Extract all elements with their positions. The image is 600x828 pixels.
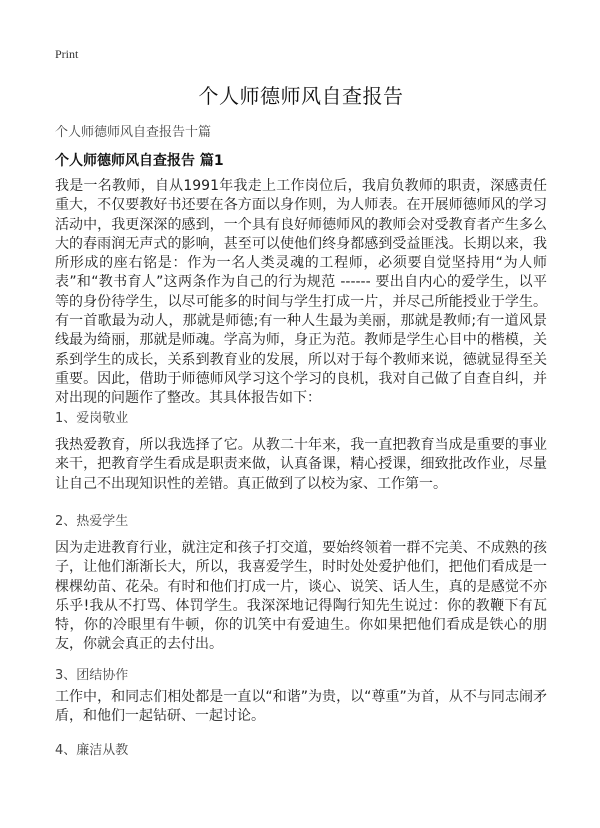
section-heading: 个人师德师风自查报告 篇1	[55, 153, 224, 169]
item-heading-love-students: 2、热爱学生	[55, 514, 129, 529]
paragraph-love-students: 因为走进教育行业，就注定和孩子打交道，要始终领着一群不完美、不成熟的孩子，让他们渐渐长大，所以，我喜爱学生，时时处处爱护他们，把他们看成是一棵棵幼苗、花朵。有时和他们打成一片，谈心、说笑、话人生，真的是感觉不亦乐乎!我从不打骂、体罚学生。我深深地记得陶行知先生说过：你的教鞭下有瓦特，你的冷眼里有牛顿，你的讥笑中有爱迪生。你如果把他们看成是铁心的朋友，你就会真正的去付出。	[55, 540, 547, 653]
item-heading-teamwork: 3、团结协作	[55, 668, 129, 683]
paragraph-intro: 我是一名教师，自从1991年我走上工作岗位后，我肩负教师的职责，深感责任重大，不仅要教好书还要在各方面以身作则，为人师表。在开展师德师风的学习活动中，我更深深的感到，一个具有良好师德师风的教师会对受教育者产生多么大的春雨润无声式的影响，甚至可以使他们终身都感到受益匪浅。长期以来，我所形成的座右铭是：作为一名人类灵魂的工程师，必须要自觉坚持用“为人师表”和“教书育人”这两条作为自己的行为规范 ------ 要出自内心的爱学生，以平等的身份待学生，以尽可能多的时间与学生打成一片，并尽己所能授业于学生。有一首歌最为动人，那就是师德;有一种人生最为美丽，那就是教师;有一道风景线最为绮丽，那就是师魂。学高为师，身正为范。教师是学生心目中的楷模，关系到学生的成长，关系到教育业的发展，所以对于每个教师来说，德就显得至关重要。因此，借助于师德师风学习这个学习的良机，我对自己做了自查自纠，并对出现的问题作了整改。其具体报告如下：	[55, 178, 547, 407]
document-title: 个人师德师风自查报告	[198, 84, 404, 108]
document-subtitle: 个人师德师风自查报告十篇	[55, 125, 212, 140]
item-heading-integrity: 4、廉洁从教	[55, 743, 129, 758]
item-heading-dedication: 1、爱岗敬业	[55, 411, 129, 426]
print-label: Print	[55, 47, 79, 61]
paragraph-teamwork: 工作中，和同志们相处都是一直以“和谐”为贵，以“尊重”为首，从不与同志闹矛盾，和他们一起钻研、一起讨论。	[55, 689, 547, 725]
paragraph-dedication: 我热爱教育，所以我选择了它。从教二十年来，我一直把教育当成是重要的事业来干，把教育学生看成是职责来做，认真备课，精心授课，细致批改作业，尽量让自己不出现知识性的差错。真正做到了以校为家、工作第一。	[55, 437, 547, 492]
